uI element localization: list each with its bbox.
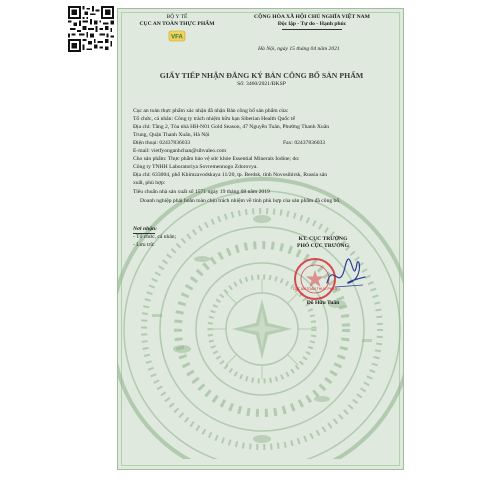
recipients-heading: Nơi nhận: bbox=[133, 226, 157, 232]
handwritten-signature-icon bbox=[323, 253, 369, 299]
address-line-1: Địa chỉ: Tầng 2, Tòa nhà HH-N01 Gold Season, 47 Nguyễn Tuân, Phường Thanh Xuân bbox=[133, 124, 330, 130]
seal-text: CỤC AN TOÀN THỰC PHẨM bbox=[293, 287, 337, 291]
motto-underline bbox=[282, 29, 342, 30]
ministry-emblem-icon bbox=[168, 30, 186, 42]
svg-text:VFA: VFA bbox=[171, 34, 183, 41]
recipient-item: - Tổ chức, cá nhân; bbox=[133, 234, 177, 240]
manufacturer-address-1: Địa chỉ: 633004, phố Khimzavodskaya 11/20, tp. Berdsk, tỉnh Novosibirsk, Russia sản bbox=[133, 172, 328, 178]
phone-number: Điện thoại: 02437836033 bbox=[133, 140, 191, 146]
address-line-2: Trung, Quận Thanh Xuân, Hà Nội bbox=[133, 132, 210, 138]
signer-role-1: KT. CỤC TRƯỞNG bbox=[298, 236, 348, 242]
page-title: GIẤY TIẾP NHẬN ĐĂNG KÝ BẢN CÔNG BỐ SẢN PHẨM bbox=[159, 71, 364, 80]
standard-line: Tiêu chuẩn nhà sản xuất số 1571 ngày 19 tháng 08 năm 2019 bbox=[133, 189, 270, 195]
ministry-name: BỘ Y TẾ bbox=[166, 14, 188, 20]
manufacturer-address-2: xuất, phù hợp: bbox=[133, 180, 166, 186]
intro-text: Cục an toàn thực phẩm xác nhận đã nhận Bản công bố sản phẩm của: bbox=[133, 108, 289, 114]
certificate-document bbox=[117, 8, 404, 470]
country-name: CỘNG HÒA XÃ HỘI CHỦ NGHĨA VIỆT NAM bbox=[254, 14, 370, 20]
department-name: CỤC AN TOÀN THỰC PHẨM bbox=[139, 21, 215, 27]
qr-code-icon bbox=[68, 6, 114, 52]
product-line: Cho sản phẩm: Thực phẩm bảo vệ sức khỏe Essential Minerals Iodine; do: bbox=[133, 156, 300, 162]
email-address: E-mail: vietfyonganhchan@sibvaleo.com bbox=[133, 148, 227, 154]
organization-line: Tổ chức, cá nhân: Công ty trách nhiệm hữu hạn Siberian Health Quốc tế bbox=[133, 116, 296, 122]
signer-name: Đỗ Hữu Tuấn bbox=[306, 300, 340, 306]
commitment-line: Doanh nghiệp phải hoàn toàn chịu trách nhiệm về tính phù hợp của sản phẩm đã công bố. bbox=[140, 198, 341, 204]
place-date: Hà Nội, ngày 15 tháng 04 năm 2021 bbox=[258, 46, 340, 52]
national-motto: Độc lập - Tự do - Hạnh phúc bbox=[277, 21, 347, 27]
signer-role-2: PHÓ CỤC TRƯỞNG bbox=[297, 243, 349, 249]
fax-number: Fax: 02437836033 bbox=[283, 140, 326, 146]
recipient-item: - Lưu trữ. bbox=[133, 242, 155, 248]
document-number: Số: 3460/2021/ĐKSP bbox=[237, 81, 286, 87]
manufacturer-line: Công ty TNHH Laboratoriya Sovremennogo Zdorovya. bbox=[133, 164, 258, 170]
